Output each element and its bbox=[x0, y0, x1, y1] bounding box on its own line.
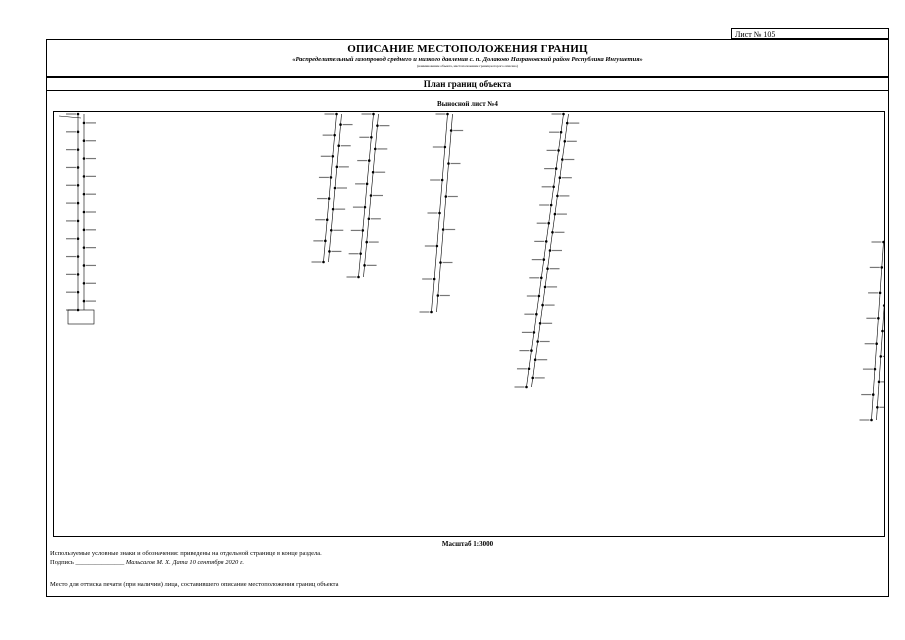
boundary-point bbox=[77, 202, 80, 205]
boundary-point bbox=[446, 113, 449, 116]
boundary-point bbox=[534, 358, 537, 361]
boundary-point bbox=[557, 149, 560, 152]
boundary-point bbox=[541, 304, 544, 307]
object-name-note: (наименование объекта, местоположение границ которого описано) bbox=[417, 64, 518, 68]
boundary-point bbox=[533, 331, 536, 334]
boundary-point bbox=[433, 278, 436, 281]
boundary-point bbox=[331, 155, 334, 158]
boundary-point bbox=[442, 228, 445, 231]
map-title: Выносной лист №4 bbox=[437, 100, 498, 108]
boundary-point bbox=[880, 266, 883, 269]
boundary-point bbox=[549, 249, 552, 252]
boundary-point bbox=[439, 261, 442, 264]
boundary-point bbox=[531, 377, 534, 380]
boundary-point bbox=[365, 241, 368, 244]
boundary-point bbox=[877, 317, 880, 320]
boundary-point bbox=[552, 186, 555, 189]
boundary-point bbox=[368, 159, 371, 162]
signature-blank: _______________ bbox=[75, 558, 125, 566]
boundary-point bbox=[444, 146, 447, 149]
boundary-point bbox=[376, 124, 379, 127]
boundary-point bbox=[83, 175, 86, 178]
boundary-point bbox=[430, 311, 433, 314]
boundary-point bbox=[77, 273, 80, 276]
boundary-point bbox=[83, 229, 86, 232]
legend-note: Используемые условные знаки и обозначения: приведены на отдельной странице в конце раздела. bbox=[50, 550, 322, 557]
boundary-point bbox=[556, 195, 559, 198]
sheet-number: Лист № 105 bbox=[731, 28, 889, 39]
leader-line bbox=[59, 116, 81, 118]
object-name: «Распределительный газопровод среднего и низкого давления с. п. Долаково Назрановский район Республика Ингушетия» bbox=[292, 56, 643, 63]
boundary-point bbox=[447, 162, 450, 165]
boundary-point bbox=[547, 222, 550, 225]
strip-end-box bbox=[68, 310, 94, 324]
boundary-point bbox=[560, 131, 563, 134]
boundary-point bbox=[882, 241, 884, 244]
signer-name: Мальсагов М. Х. bbox=[125, 558, 171, 566]
boundary-point bbox=[536, 340, 539, 343]
boundary-point bbox=[538, 295, 541, 298]
document-frame bbox=[46, 39, 889, 597]
boundary-point bbox=[872, 393, 875, 396]
boundary-point bbox=[77, 237, 80, 240]
section-title: План границ объекта bbox=[47, 77, 888, 91]
boundary-point bbox=[368, 217, 371, 220]
boundary-point bbox=[535, 313, 538, 316]
boundary-point bbox=[83, 193, 86, 196]
boundary-point bbox=[876, 406, 879, 409]
document-title: ОПИСАНИЕ МЕСТОПОЛОЖЕНИЯ ГРАНИЦ bbox=[347, 43, 588, 55]
date-label: Дата bbox=[172, 558, 188, 566]
boundary-point bbox=[326, 218, 329, 221]
boundary-point bbox=[528, 368, 531, 371]
boundary-point bbox=[878, 381, 881, 384]
boundary-point bbox=[334, 187, 337, 190]
boundary-point bbox=[366, 183, 369, 186]
boundary-point bbox=[83, 157, 86, 160]
boundary-point bbox=[83, 282, 86, 285]
boundary-point bbox=[77, 113, 80, 116]
boundary-point bbox=[77, 220, 80, 223]
boundary-point bbox=[372, 171, 375, 174]
boundary-plan bbox=[53, 111, 885, 537]
boundary-point bbox=[337, 144, 340, 147]
boundary-point bbox=[372, 113, 375, 116]
boundary-point bbox=[881, 330, 884, 333]
boundary-plan-drawing bbox=[54, 112, 884, 536]
boundary-point bbox=[445, 195, 448, 198]
boundary-point bbox=[328, 197, 331, 200]
boundary-point bbox=[539, 322, 542, 325]
boundary-point bbox=[550, 204, 553, 207]
boundary-point bbox=[554, 213, 557, 216]
boundary-point bbox=[357, 276, 360, 279]
boundary-point bbox=[77, 131, 80, 134]
signature-label: Подпись bbox=[50, 558, 74, 566]
boundary-point bbox=[561, 158, 564, 161]
boundary-point bbox=[370, 136, 373, 139]
boundary-point bbox=[559, 176, 562, 179]
date-value: 10 сентября 2020 г. bbox=[189, 558, 244, 566]
document-header bbox=[47, 40, 888, 77]
boundary-point bbox=[77, 184, 80, 187]
boundary-point bbox=[530, 349, 533, 352]
boundary-point bbox=[332, 208, 335, 211]
boundary-point bbox=[336, 166, 339, 169]
boundary-point bbox=[555, 167, 558, 170]
boundary-point bbox=[450, 129, 453, 132]
boundary-point bbox=[545, 240, 548, 243]
boundary-point bbox=[83, 246, 86, 249]
boundary-point bbox=[324, 240, 327, 243]
map-section bbox=[47, 94, 888, 537]
boundary-point bbox=[77, 291, 80, 294]
boundary-point bbox=[540, 277, 543, 280]
boundary-point bbox=[870, 419, 873, 422]
boundary-point bbox=[546, 267, 549, 270]
boundary-point bbox=[566, 122, 569, 125]
boundary-point bbox=[330, 176, 333, 179]
boundary-point bbox=[374, 148, 377, 151]
boundary-point bbox=[879, 355, 882, 358]
boundary-point bbox=[77, 166, 80, 169]
boundary-point bbox=[77, 148, 80, 151]
boundary-point bbox=[441, 179, 444, 182]
boundary-point bbox=[525, 386, 528, 389]
boundary-point bbox=[883, 304, 884, 307]
boundary-point bbox=[335, 113, 338, 116]
boundary-point bbox=[339, 123, 342, 126]
boundary-point bbox=[83, 264, 86, 267]
boundary-point bbox=[544, 286, 547, 289]
boundary-point bbox=[322, 261, 325, 264]
boundary-point bbox=[370, 194, 373, 197]
boundary-point bbox=[77, 255, 80, 258]
notes-block bbox=[50, 550, 322, 567]
boundary-point bbox=[330, 229, 333, 232]
boundary-point bbox=[437, 294, 440, 297]
boundary-point bbox=[83, 300, 86, 303]
boundary-point bbox=[363, 264, 366, 267]
boundary-point bbox=[562, 113, 565, 116]
boundary-point bbox=[83, 122, 86, 125]
boundary-point bbox=[542, 258, 545, 261]
boundary-point bbox=[83, 139, 86, 142]
boundary-point bbox=[328, 250, 331, 253]
boundary-point bbox=[875, 342, 878, 345]
boundary-point bbox=[359, 252, 362, 255]
boundary-point bbox=[879, 292, 882, 295]
scale-label: Масштаб 1:3000 bbox=[441, 540, 494, 548]
boundary-point bbox=[564, 140, 567, 143]
boundary-point bbox=[361, 229, 364, 232]
boundary-point bbox=[438, 212, 441, 215]
boundary-point bbox=[874, 368, 877, 371]
boundary-point bbox=[364, 206, 367, 209]
boundary-point bbox=[333, 134, 336, 137]
stamp-note: Место для оттиска печати (при наличии) лица, составившего описание местоположения границ объекта bbox=[50, 581, 339, 588]
boundary-point bbox=[83, 211, 86, 214]
signature-line bbox=[50, 559, 322, 568]
boundary-point bbox=[436, 245, 439, 248]
boundary-point bbox=[551, 231, 554, 234]
